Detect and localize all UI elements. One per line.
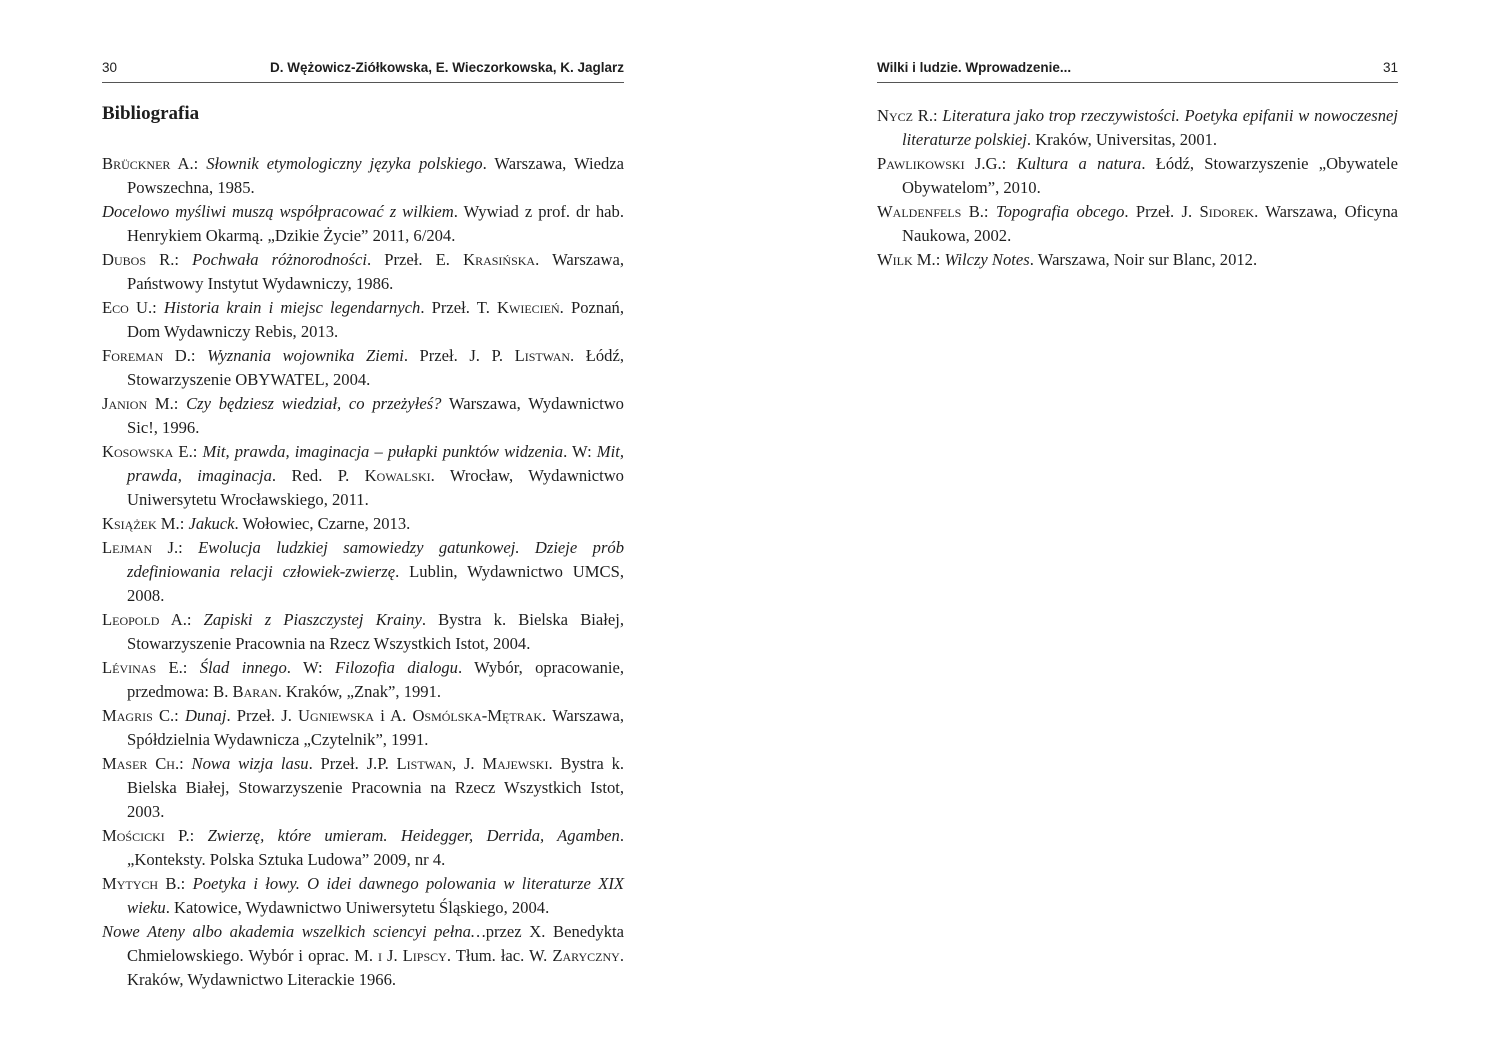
author-name: Maser Ch. — [102, 754, 180, 773]
work-title: Docelowo myśliwi muszą współpracować z wilkiem — [102, 202, 454, 221]
entry-text: B.: — [961, 202, 996, 221]
entry-text: . Łódź, Stowarzyszenie „Obywatele Obywatelom”, 2010. — [902, 154, 1398, 197]
bibliography-entry — [102, 392, 624, 440]
entry-text: . Red. P. — [271, 466, 365, 485]
work-title: Pochwała różnorodności — [192, 250, 367, 269]
bibliography-entry — [877, 200, 1398, 248]
author-name: Janion — [102, 394, 148, 413]
work-title: Czy będziesz wiedział, co przeżyłeś? — [186, 394, 442, 413]
work-title: Jakuck — [188, 514, 235, 533]
entry-text: . Tłum. łac. W. — [446, 946, 553, 965]
author-name: Waldenfels — [877, 202, 962, 221]
entry-text: . Wybór, opracowanie, przedmowa: B. — [127, 658, 624, 701]
entry-text: . Lublin, Wydawnictwo UMCS, 2008. — [127, 562, 624, 605]
entry-text: : — [179, 754, 192, 773]
author-name: Kowalski — [364, 466, 431, 485]
author-name: Mytych — [102, 874, 159, 893]
entry-text: Warszawa, Wydawnictwo Sic!, 1996. — [127, 394, 624, 437]
entry-text: E.: — [173, 442, 203, 461]
author-name: Kosowska — [102, 442, 174, 461]
entry-text: J.G.: — [964, 154, 1017, 173]
entry-text: . Wrocław, Wydawnictwo Uniwersytetu Wrocławskiego, 2011. — [127, 466, 624, 509]
author-name: Kwiecień — [497, 298, 560, 317]
page-number: 30 — [102, 60, 118, 75]
entry-text: . Wołowiec, Czarne, 2013. — [234, 514, 411, 533]
entry-text: przez X. Benedykta Chmielowskiego. Wybór i oprac. M. — [127, 922, 625, 965]
work-title: Literatura jako trop rzeczywistości. Poetyka epifanii w nowoczesnej literaturze polskiej — [902, 106, 1398, 149]
entry-text: A.: — [170, 154, 207, 173]
author-name: Leopold — [102, 610, 160, 629]
work-title: Dunaj — [184, 706, 227, 725]
entry-text: . Warszawa, Noir sur Blanc, 2012. — [1029, 250, 1258, 269]
work-title: Wilczy Notes — [944, 250, 1030, 269]
work-title: Filozofia dialogu — [334, 658, 458, 677]
author-name: Majewski — [482, 754, 549, 773]
work-title: Poetyka i łowy. O idei dawnego polowania w literaturze XIX wieku — [127, 874, 625, 917]
work-title: Kultura a natura — [1016, 154, 1142, 173]
bibliography-entry — [877, 152, 1398, 200]
author-name: Mościcki — [102, 826, 165, 845]
running-head-authors: D. Wężowicz-Ziółkowska, E. Wieczorkowska, K. Jaglarz — [270, 60, 624, 75]
bibliography-entry — [102, 152, 624, 200]
entry-text: M.: — [912, 250, 945, 269]
entry-text: M.: — [156, 514, 189, 533]
bibliography-entry — [102, 512, 624, 536]
entry-text: R.: — [146, 250, 193, 269]
bibliography-entry — [877, 248, 1398, 272]
bibliography-entry — [102, 344, 624, 392]
bibliography-entry — [102, 656, 624, 704]
bibliography-entry — [102, 872, 624, 920]
entry-text: . Przeł. J. — [1124, 202, 1200, 221]
bibliography-entry — [102, 752, 624, 824]
author-name: Brückner — [102, 154, 171, 173]
work-title: Słownik etymologiczny języka polskiego — [206, 154, 483, 173]
author-name: Baran — [232, 682, 278, 701]
author-name: Nycz — [877, 106, 913, 125]
entry-text: R.: — [912, 106, 943, 125]
bibliography-entry — [102, 440, 624, 512]
running-header — [877, 58, 1398, 83]
page-number: 31 — [1382, 60, 1398, 75]
work-title: Nowa wizja lasu — [191, 754, 309, 773]
entry-text: . Warszawa, Państwowy Instytut Wydawniczy, 1986. — [127, 250, 625, 293]
author-name: Lejman — [102, 538, 153, 557]
bibliography-entry — [102, 296, 624, 344]
bibliography-entry — [102, 536, 624, 608]
author-name: Zaryczny — [552, 946, 620, 965]
author-name: Osmólska-Mętrak — [412, 706, 543, 725]
entry-text: . „Konteksty. Polska Sztuka Ludowa” 2009, nr 4. — [127, 826, 624, 869]
running-head-title: Wilki i ludzie. Wprowadzenie... — [877, 60, 1072, 75]
entry-text: P.: — [164, 826, 208, 845]
work-title: Ślad innego — [199, 658, 287, 677]
entry-text: . W: — [286, 658, 335, 677]
author-name: Eco — [102, 298, 129, 317]
author-name: Magris — [102, 706, 153, 725]
work-title: Mit, prawda, imaginacja — [127, 442, 624, 485]
bibliography-entry — [877, 104, 1398, 152]
bibliography-list — [102, 152, 624, 992]
entry-text: . Katowice, Wydawnictwo Uniwersytetu Śląskiego, 2004. — [165, 898, 550, 917]
work-title: Mit, prawda, imaginacja – pułapki punktów widzenia — [202, 442, 564, 461]
author-name: Dubos — [102, 250, 146, 269]
entry-text: . Wywiad z prof. dr hab. Henrykiem Okarmą. „Dzikie Życie” 2011, 6/204. — [127, 202, 624, 245]
bibliography-entry — [102, 920, 624, 992]
entry-text: . Bystra k. Bielska Białej, Stowarzyszenie Pracownia na Rzecz Wszystkich Istot, 2003. — [127, 754, 625, 821]
author-name: i — [378, 946, 383, 965]
author-name: Lévinas — [102, 658, 157, 677]
entry-text: i A. — [374, 706, 413, 725]
entry-text: U.: — [128, 298, 164, 317]
entry-text: M.: — [147, 394, 187, 413]
entry-text: . Przeł. E. — [366, 250, 464, 269]
entry-text: J. — [382, 946, 403, 965]
author-name: Pawlikowski — [877, 154, 965, 173]
bibliography-entry — [102, 248, 624, 296]
work-title: Topografia obcego — [995, 202, 1125, 221]
entry-text: . Warszawa, Wiedza Powszechna, 1985. — [127, 154, 624, 197]
author-name: Lipscy — [402, 946, 447, 965]
entry-text: . Przeł. J.P. — [308, 754, 397, 773]
entry-text: E.: — [156, 658, 200, 677]
work-title: Ewolucja ludzkiej samowiedzy gatunkowej. Dzieje prób zdefiniowania relacji człowiek-zwierzę — [127, 538, 625, 581]
entry-text: . Przeł. T. — [420, 298, 498, 317]
work-title: Wyznania wojownika Ziemi — [207, 346, 404, 365]
entry-text: . Kraków, „Znak”, 1991. — [277, 682, 442, 701]
entry-text: D.: — [163, 346, 208, 365]
running-header — [102, 58, 624, 83]
bibliography-entry — [102, 200, 624, 248]
entry-text: . Przeł. J. P. — [403, 346, 515, 365]
entry-text: B.: — [158, 874, 193, 893]
section-title: Bibliografia — [102, 103, 200, 124]
author-name: Listwan — [396, 754, 453, 773]
right-page — [750, 0, 1500, 1052]
entry-text: . W: — [563, 442, 597, 461]
author-name: Książek — [102, 514, 157, 533]
bibliography-entry — [102, 608, 624, 656]
work-title: Zwierzę, które umieram. Heidegger, Derrida, Agamben — [207, 826, 620, 845]
entry-text: . Warszawa, Oficyna Naukowa, 2002. — [902, 202, 1399, 245]
author-name: Listwan — [514, 346, 571, 365]
entry-text: . Kraków, Universitas, 2001. — [1026, 130, 1218, 149]
work-title: Zapiski z Piaszczystej Krainy — [203, 610, 422, 629]
author-name: Foreman — [102, 346, 164, 365]
entry-text: . Poznań, Dom Wydawniczy Rebis, 2013. — [127, 298, 625, 341]
work-title: Historia krain i miejsc legendarnych — [163, 298, 421, 317]
work-title: Nowe Ateny albo akademia wszelkich sciencyi pełna… — [102, 922, 486, 941]
entry-text: . Bystra k. Bielska Białej, Stowarzyszenie Pracownia na Rzecz Wszystkich Istot, 2004. — [127, 610, 624, 653]
entry-text: J.: — [152, 538, 199, 557]
author-name: Wilk — [877, 250, 913, 269]
entry-text: . Kraków, Wydawnictwo Literackie 1966. — [127, 946, 624, 989]
bibliography-entry — [102, 824, 624, 872]
entry-text: . Warszawa, Spółdzielnia Wydawnicza „Czytelnik”, 1991. — [127, 706, 624, 749]
bibliography-list — [877, 104, 1398, 272]
author-name: Krasińska — [463, 250, 536, 269]
author-name: Ugniewska — [298, 706, 375, 725]
entry-text: , J. — [452, 754, 483, 773]
entry-text: C.: — [152, 706, 185, 725]
entry-text: . Łódź, Stowarzyszenie OBYWATEL, 2004. — [127, 346, 624, 389]
bibliography-entry — [102, 704, 624, 752]
author-name: Sidorek — [1199, 202, 1255, 221]
entry-text: A.: — [159, 610, 204, 629]
entry-text: . Przeł. J. — [226, 706, 299, 725]
